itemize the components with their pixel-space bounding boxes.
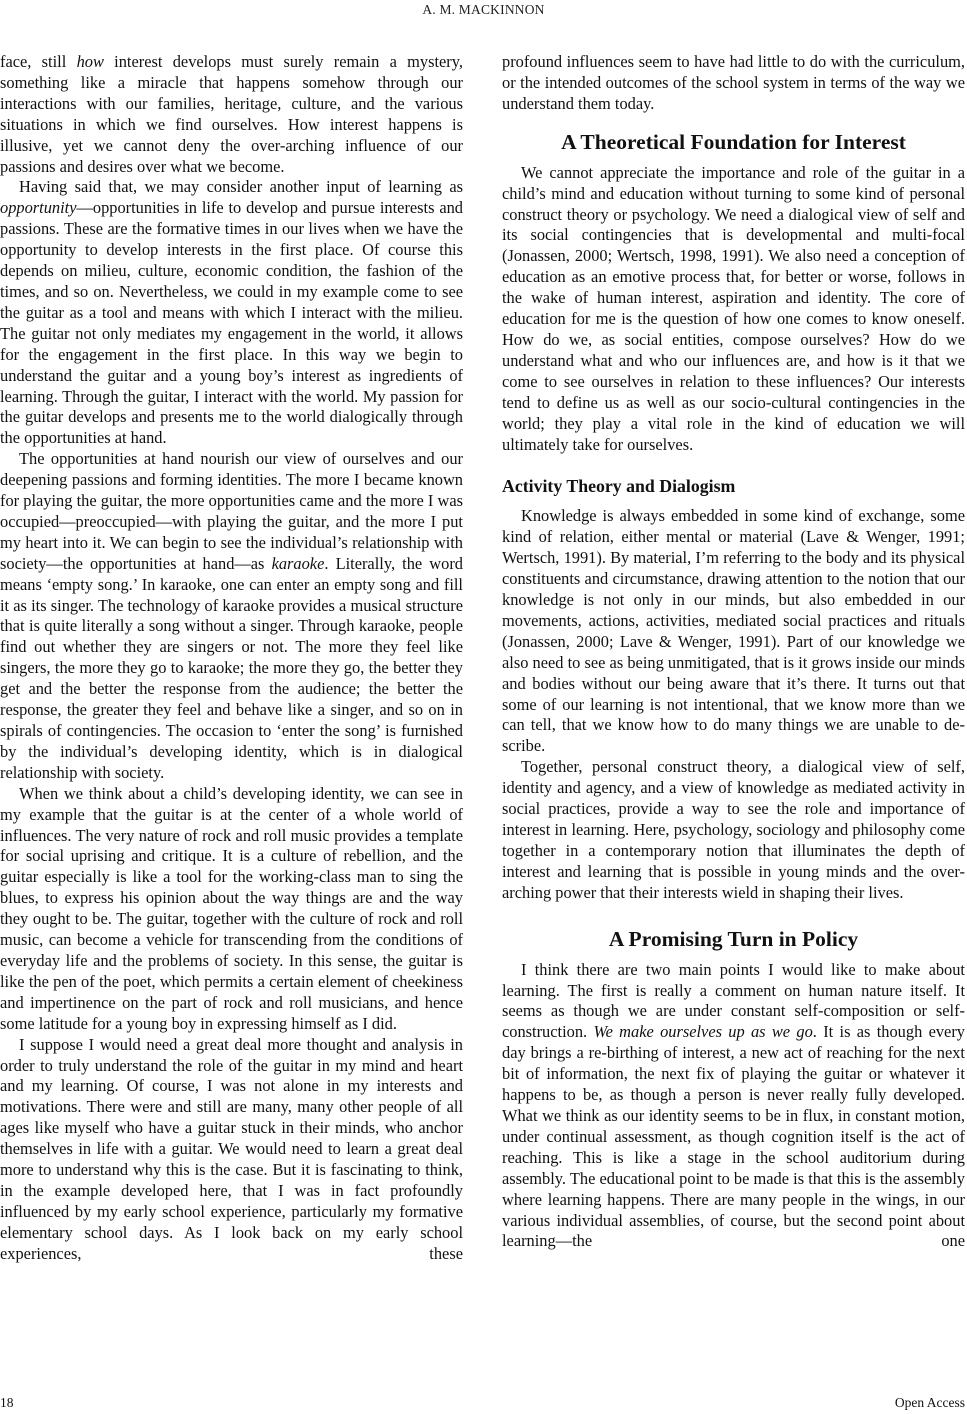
- left-column: [0, 52, 463, 1265]
- paragraph: We cannot appreciate the importance and role of the guitar in a child’s mind and education without turning to some kind of personal construct theory or psychology. We need a dialogical view of self and its social contingencies that is developmental and multi-focal (Jonassen, 2000; Wertsch, 1998, 1991). We also need a conception of education as an emotive process that, for better or worse, follows in the wake of human interest, aspiration and identity. The core of education for me is the question of how one comes to know oneself. How do we, as social entities, compose ourselves? How do we understand what and who our influences are, and how is it that we come to see ourselves in relation to these influences? Our interests tend to define us as well as our socio-cultural contingencies in the world; they play a vital role in the kind of education we will ultimately take for ourselves.: [502, 162, 965, 454]
- emphasis: how: [76, 52, 104, 71]
- paragraph: Together, personal construct theory, a dialogical view of self, identity and agency, and a view of knowledge as mediated activity in social practices, provide a way to see the role and importance of interest in learning. Here, psychology, sociology and philosophy come together in a contemporary notion that illuminates the depth of interest and learning that is possible in young minds and the over-arching power that their interests wield in shaping their lives.: [502, 757, 965, 902]
- paragraph: The opportunities at hand nourish our view of ourselves and our deepening passions and forming identities. The more I became known for playing the guitar, the more opportunities came and the more I was occupied—preoccupied—with playing the guitar, and the more I put my heart into it. We can begin to see the individual’s relationship with society—the opportunities at hand—as karaoke. Literally, the word means ‘empty song.’ In karaoke, one can enter an empty song and fill it as its singer. The technology of karaoke provides a musical structure that is quite literally a song without a singer. Through karaoke, people find out whether they are singers or not. The more they feel like singers, the more they go to karaoke; the more they go, the better they get and the better the response from the audience; the better the response, the greater they feel and behave like a singer, and so on in spirals of contingencies. The occasion to ‘enter the song’ is furnished by the individual’s developing identity, which is in dialogical relationship with society.: [0, 449, 463, 782]
- journal-label: Open Access: [894, 1395, 965, 1410]
- section-heading: A Theoretical Foundation for Interest: [561, 129, 906, 154]
- paragraph: When we think about a child’s developing identity, we can see in my example that the guitar is at the center of a whole world of influences. The very nature of rock and roll music provides a template for social uprising and critique. It is a culture of rebellion, and the guitar especially is like a tool for the working-class man to sing the blues, to express his opinion about the way things are and the way they ought to be. The guitar, together with the culture of rock and roll music, can become a vehicle for transcending from the conditions of everyday life and the problems of society. In this sense, the guitar is like the pen of the poet, which permits a certain element of cheekiness and impertinence on the part of rock and roll musicians, and hence some latitude for a young boy in expressing himself as I did.: [0, 783, 463, 1033]
- emphasis: karaoke: [271, 553, 325, 573]
- paragraph: Knowledge is always embedded in some kind of exchange, some kind of relation, either mental or material (Lave & Wenger, 1991; Wertsch, 1991). By material, I’m referring to the body and its physical constituents and circumstance, drawing attention to the notion that our knowledge is not only in our minds, but also embedded in our movements, actions, activities, mediated social practices and rituals (Jonassen, 2000; Lave & Wenger, 1991). Part of our knowledge we also need to see as being unmitigated, that is it grows inside our minds and bodies without our being aware that it’s there. It turns out that some of our learning is not intentional, that we know more than we can tell, that we know how to do many things we are unable to describe.: [502, 506, 965, 756]
- paragraph: Having said that, we may consider another input of learning as opportunity—opportunities in life to develop and pursue interests and passions. These are the formative times in our lives when we have the opportunity to develop interests in the first place. Of course this depends on milieu, culture, economic condition, the fashion of the times, and so on. Nevertheless, we could in my example come to see the guitar as a tool and means with which I interact with the milieu. The guitar not only mediates my engagement in the world, it allows for the engagement in the first place. In this way we begin to understand the guitar and a young boy’s interest as ingredients of learning. Through the guitar, I interact with the world. My passion for the guitar develops and presents me to the world dialogically through the opportunities at hand.: [0, 177, 463, 448]
- running-header: A. M. MACKINNON: [422, 2, 545, 17]
- emphasis: opportunity: [0, 198, 77, 218]
- section-heading: A Promising Turn in Policy: [608, 926, 859, 951]
- page-number: 18: [0, 1395, 14, 1410]
- subsection-heading: Activity Theory and Dialogism: [502, 476, 736, 497]
- paragraph: I think there are two main points I would like to make about learning. The first is really a comment on human nature itself. It seems as though we are under constant self-composition or self-construction. We make ourselves up as we go. It is as though every day brings a re-birthing of interest, a new act of reaching for the next bit of information, the next fix of playing the guitar or whatever it happens to be, as though a person is never really fully developed. What we think as our identity seems to be in flux, in constant motion, under continual assessment, as though cognition itself is the act of reaching. This is like a stage in the school auditorium during assembly. The educational point to be made is that this is the assembly where learning happens. There are many people in the wings, in our various individual assemblies, of course, but the second point about learning—the one: [502, 959, 965, 1251]
- paragraph: profound influences seem to have had little to do with the curriculum, or the intended outcomes of the school system in terms of the way we understand them today.: [502, 52, 965, 113]
- paragraph: face, still how interest develops must surely remain a mystery, something like a miracle that happens somehow through our interactions with our families, heritage, culture, and the various situations in which we find ourselves. How interest happens is illusive, yet we cannot deny the over-arching influence of our passions and desires over what we become.: [0, 52, 463, 176]
- right-column: [502, 52, 965, 1252]
- emphasis: We make ourselves up as we go: [593, 1022, 813, 1042]
- paragraph: I suppose I would need a great deal more thought and analysis in order to truly understand the role of the guitar in my mind and heart and my learning. Of course, I was not alone in my interests and motivations. There were and still are many, many other people of all ages like myself who have a guitar stuck in their minds, who anchor themselves in life with a guitar. We would need to learn a great deal more to understand why this is the case. But it is fascinating to think, in the example developed here, that I was in fact profoundly influenced by my early school experience, particularly my formative elementary school days. As I look back on my early school experiences, these: [0, 1034, 463, 1263]
